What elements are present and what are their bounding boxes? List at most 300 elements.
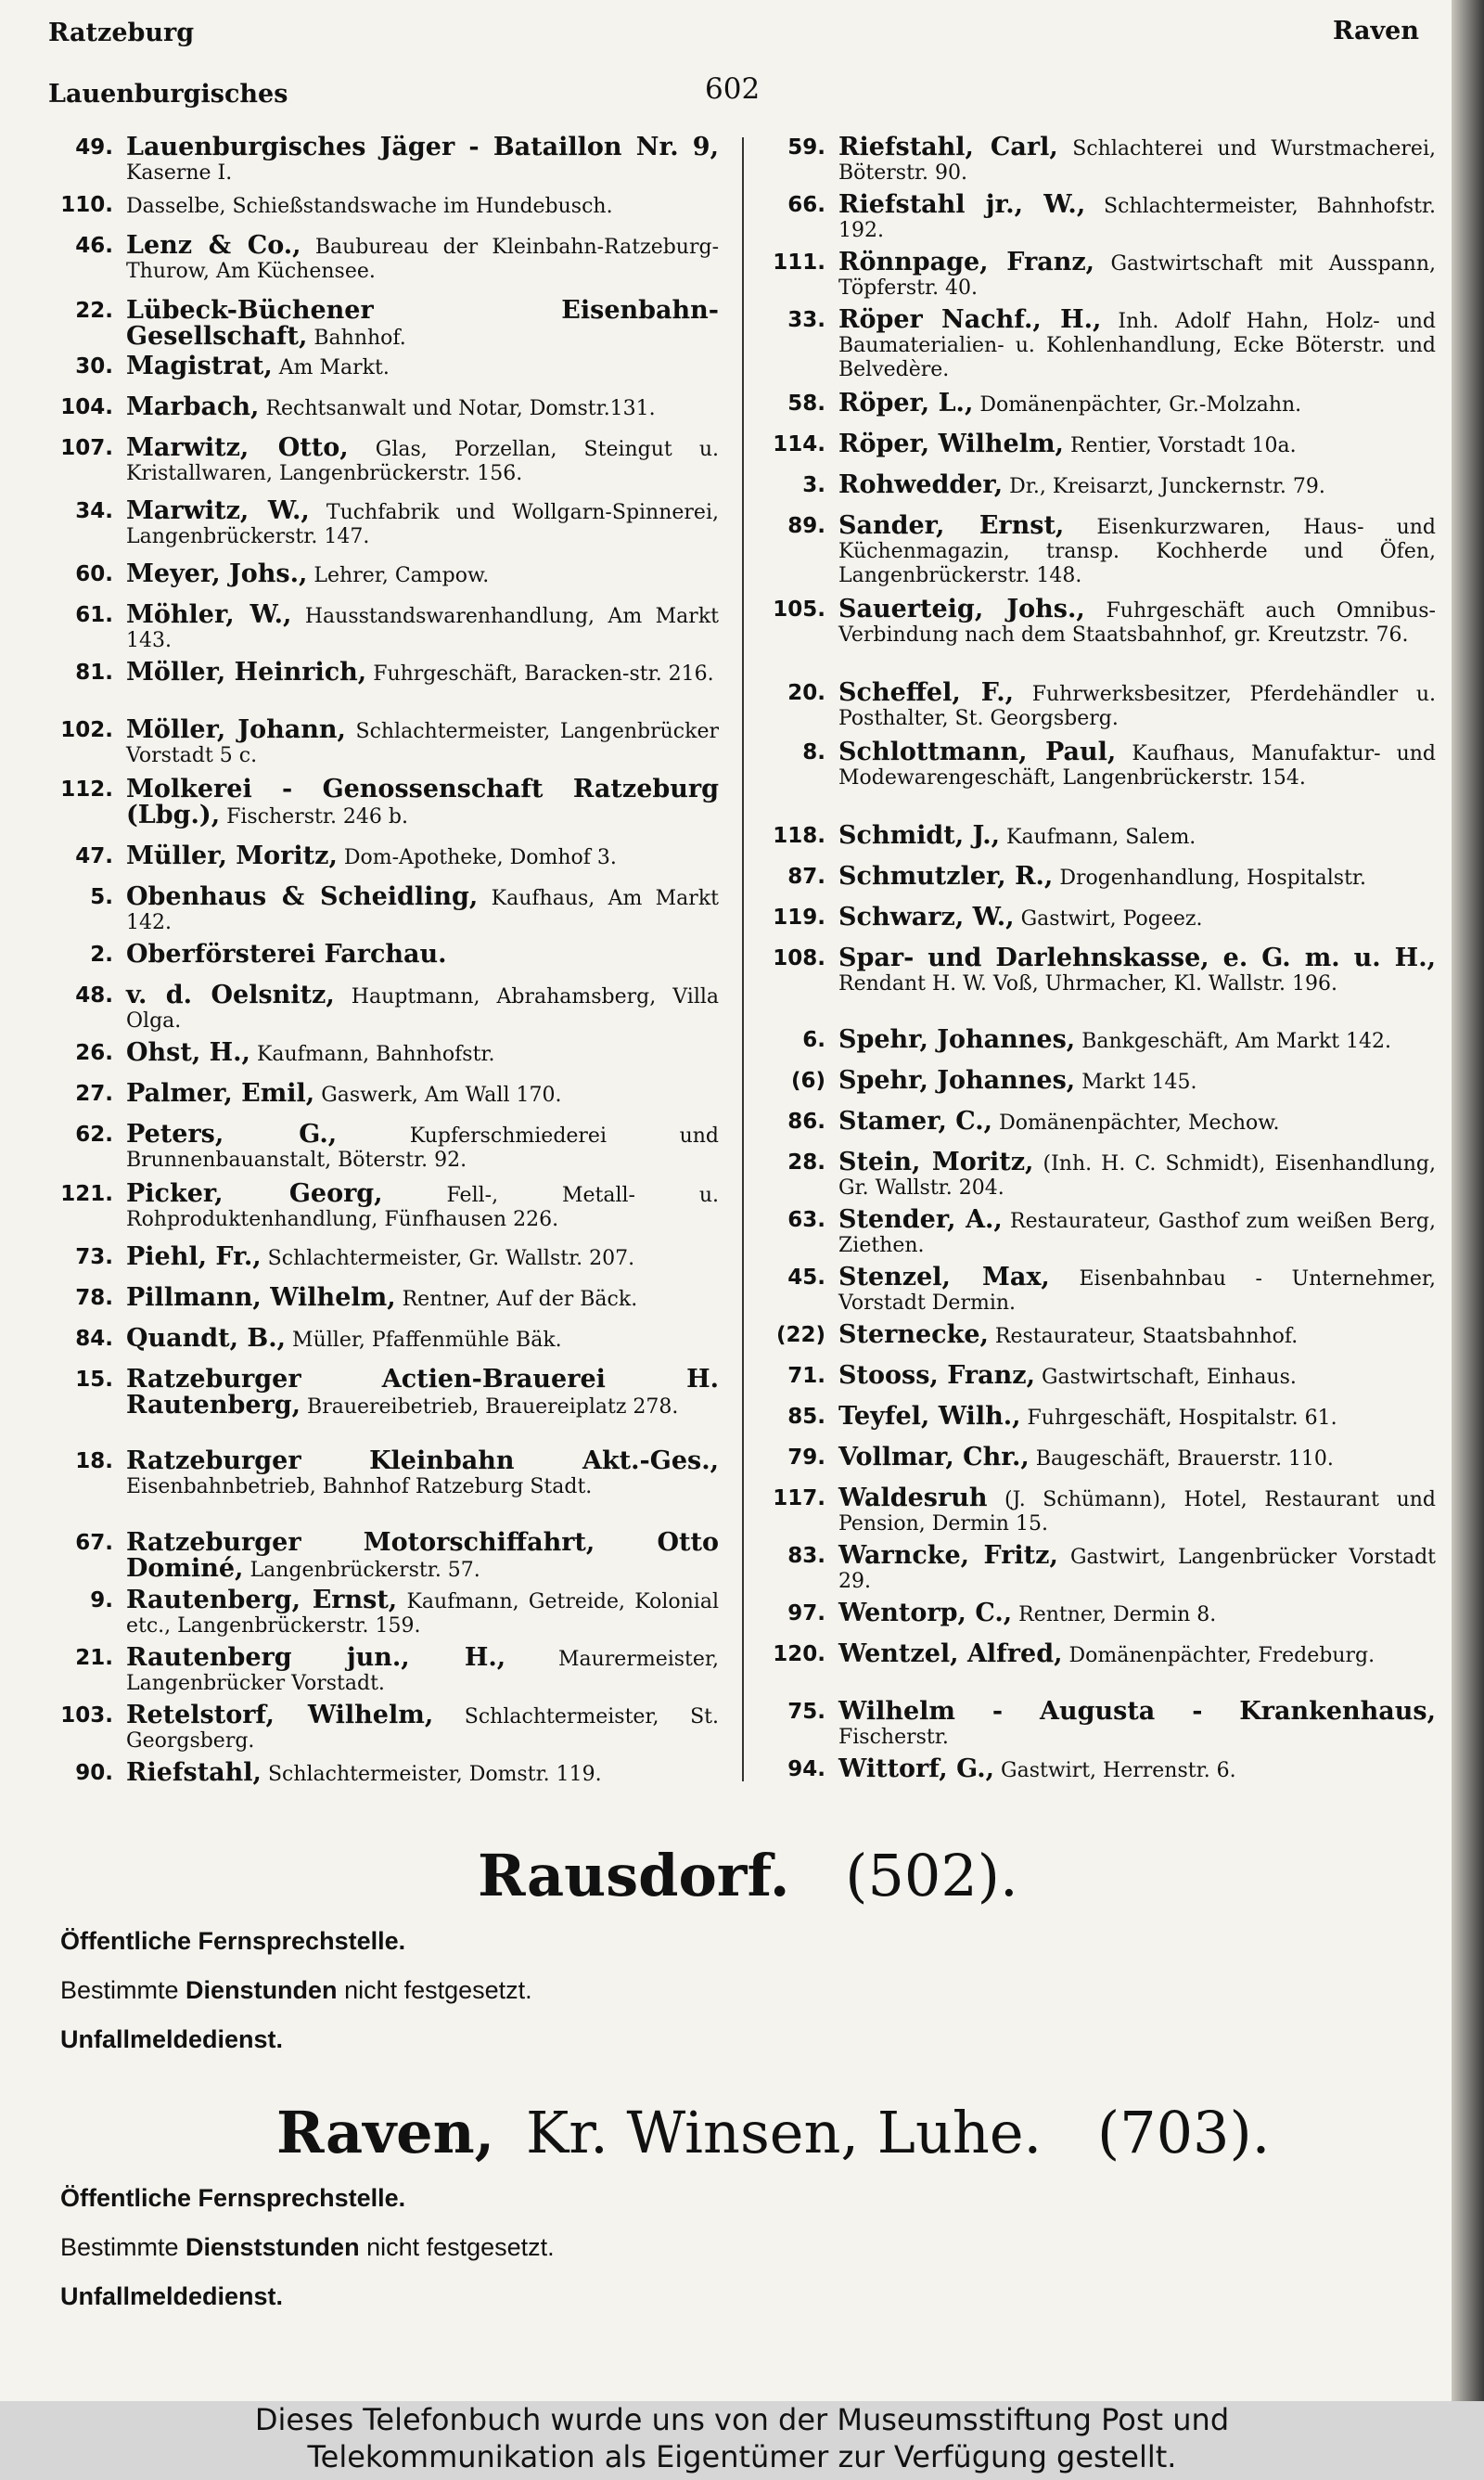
entry-number: 26. [75, 1041, 113, 1065]
entry-name: Obenhaus & Scheidling, [126, 882, 479, 911]
entry-description: Müller, Pfaffenmühle Bäk. [292, 1329, 562, 1352]
entry-number: 15. [75, 1368, 113, 1392]
entry-name: Riefstahl, Carl, [838, 133, 1058, 161]
entry-description: Schlachtermeister, Langenbrücker Vorstadt 5 c. [126, 720, 719, 767]
directory-entry [46, 231, 720, 284]
directory-entry [46, 1528, 719, 1583]
entry-number: 85. [787, 1405, 825, 1429]
entry-description: Dom-Apotheke, Domhof 3. [343, 846, 617, 869]
entry-name: Wentorp, C., [838, 1599, 1013, 1627]
column-divider [742, 137, 744, 1781]
footer-notice [0, 2401, 1484, 2480]
entry-name: Marwitz, Otto, [126, 433, 349, 462]
entry-text [126, 433, 719, 486]
directory-entry [46, 354, 719, 380]
directory-entry [759, 511, 1436, 588]
entry-number: 110. [60, 193, 113, 217]
entry-name: Möller, Heinrich, [126, 658, 367, 687]
entry-number: 48. [75, 983, 113, 1008]
entry-text [838, 1025, 1436, 1054]
directory-entry [46, 983, 719, 1034]
entry-text [838, 1443, 1436, 1471]
entry-description: Dr., Kreisarzt, Junckernstr. 79. [1009, 475, 1325, 498]
entry-text [838, 1402, 1436, 1431]
entry-number: 63. [787, 1208, 825, 1232]
entry-name: Ratzeburger Actien-Brauerei H. Rautenberg, [126, 1365, 719, 1420]
directory-entry [759, 740, 1436, 790]
entry-description: Rendant H. W. Voß, Uhrmacher, Kl. Wallstr. 196. [838, 972, 1338, 996]
entry-name: Rautenberg jun., H., [126, 1643, 506, 1672]
entry-description: Drogenhandlung, Hospitalstr. [1059, 867, 1367, 890]
entry-text [838, 389, 1436, 418]
entry-name: Möller, Johann, [126, 715, 346, 744]
entry-text [838, 190, 1437, 243]
entry-text [838, 946, 1436, 996]
directory-entry [46, 1079, 719, 1108]
entry-text [838, 1205, 1436, 1258]
entry-description: Rechtsanwalt und Notar, Domstr.131. [265, 397, 656, 420]
directory-entry [759, 946, 1436, 996]
directory-entry [46, 559, 719, 588]
entry-text [126, 1120, 720, 1173]
running-head-right: Raven [1332, 17, 1419, 45]
entry-text [838, 1066, 1436, 1095]
directory-entry [46, 1242, 719, 1271]
entry-description: Eisenkurzwaren, Haus- und Küchenmagazin, transp. Kochherde und Öfen, Langenbrückerstr. 148. [838, 516, 1436, 587]
entry-text [126, 600, 719, 653]
directory-entry [46, 193, 719, 219]
entry-name: Schwarz, W., [838, 903, 1015, 932]
entry-number: 6. [802, 1028, 825, 1052]
entry-number: 71. [787, 1364, 825, 1388]
entry-text [126, 1758, 719, 1787]
entry-number: 67. [75, 1531, 113, 1555]
entry-description: Gastwirt, Pogeez. [1020, 907, 1203, 931]
entry-text [838, 1697, 1436, 1750]
entry-description: Gastwirtschaft, Einhaus. [1041, 1366, 1297, 1389]
directory-entry [46, 715, 719, 768]
raven-sub: Kr. Winsen, Luhe. [525, 2099, 1043, 2166]
entry-name: Quandt, B., [126, 1324, 287, 1353]
directory-entry [46, 1703, 719, 1754]
entry-text [126, 1643, 719, 1696]
entry-text [838, 821, 1436, 850]
entry-name: Stamer, C., [838, 1107, 993, 1136]
entry-text [838, 1639, 1436, 1668]
directory-entry [46, 1324, 719, 1353]
entry-description: Schlachtermeister, Bahnhofstr. 192. [838, 195, 1437, 242]
entry-text [126, 1038, 719, 1067]
entry-description: Schlachterei und Wurstmacherei, Böterstr. 90. [838, 137, 1436, 185]
entry-description: Rentner, Dermin 8. [1018, 1603, 1217, 1626]
running-head-town: Ratzeburg [48, 19, 195, 47]
entry-name: Spehr, Johannes, [838, 1066, 1076, 1095]
entry-description: Domänenpächter, Fredeburg. [1068, 1644, 1375, 1667]
rausdorf-line2-a: Bestimmte [60, 1976, 179, 2004]
entry-description: Eisenbahnbau - Unternehmer, Vorstadt Dermin. [838, 1267, 1436, 1315]
entry-text [838, 432, 1436, 458]
directory-entry [759, 1320, 1436, 1349]
entry-text [126, 392, 719, 421]
entry-number: 104. [60, 395, 113, 419]
directory-entry [46, 1283, 719, 1312]
entry-description: Fell-, Metall- u. Rohproduktenhandlung, Fünfhausen 226. [126, 1184, 719, 1231]
directory-entry [759, 248, 1436, 301]
entry-name: Piehl, Fr., [126, 1242, 262, 1271]
directory-entry [46, 1365, 719, 1420]
entry-text [838, 595, 1436, 648]
entry-name: Ohst, H., [126, 1038, 250, 1067]
entry-text [126, 559, 719, 588]
page-number: 602 [705, 72, 761, 106]
entry-description: Fuhrgeschäft, Baracken-str. 216. [373, 662, 714, 686]
raven-line1: Öffentliche Fernsprechstelle. [60, 2184, 406, 2212]
directory-entry [759, 305, 1437, 382]
entry-description: Domänenpächter, Mechow. [999, 1112, 1280, 1135]
directory-entry [46, 658, 719, 687]
directory-entry [46, 433, 719, 486]
entry-text [126, 296, 719, 351]
entry-name: Stein, Moritz, [838, 1148, 1034, 1176]
entry-text [126, 1179, 719, 1232]
directory-entry [46, 1179, 719, 1232]
entry-description: Kaufhaus, Manufaktur- und Modewarengeschäft, Langenbrückerstr. 154. [838, 742, 1436, 790]
raven-title [276, 2099, 1270, 2166]
entry-description: Hausstandswarenhandlung, Am Markt 143. [126, 605, 719, 652]
entry-name: Spar- und Darlehnskasse, e. G. m. u. H., [838, 944, 1436, 972]
directory-entry [46, 600, 719, 653]
directory-entry [46, 392, 719, 421]
entry-number: 84. [75, 1327, 113, 1351]
entry-text [838, 1361, 1436, 1390]
directory-entry [759, 1639, 1436, 1668]
entry-number: 73. [75, 1245, 113, 1269]
entry-number: 28. [787, 1150, 825, 1175]
directory-entry [759, 1402, 1436, 1431]
entry-description: Langenbrückerstr. 57. [249, 1559, 480, 1582]
entry-number: 59. [787, 135, 825, 160]
entry-text [126, 354, 719, 380]
entry-text [838, 1754, 1436, 1783]
directory-entry [759, 389, 1436, 418]
directory-entry [46, 940, 719, 969]
entry-description: Bahnhof. [313, 327, 406, 350]
entry-text [126, 777, 719, 829]
entry-number: 103. [60, 1703, 113, 1728]
rausdorf-line3: Unfallmeldedienst. [60, 2025, 284, 2053]
entry-name: Röper Nachf., H., [838, 305, 1102, 334]
entry-number: 114. [773, 432, 825, 456]
entry-name: Ratzeburger Motorschiffahrt, Otto Dominé, [126, 1528, 719, 1583]
entry-description: Eisenbahnbetrieb, Bahnhof Ratzeburg Stadt. [126, 1475, 593, 1498]
entry-text [838, 1263, 1436, 1316]
entry-name: Oberförsterei Farchau. [126, 940, 447, 969]
directory-entry [46, 844, 719, 870]
entry-name: Rautenberg, Ernst, [126, 1586, 398, 1614]
entry-description: Kaufmann, Salem. [1006, 826, 1196, 849]
entry-text [126, 1283, 719, 1312]
entry-number: 66. [787, 193, 825, 217]
directory-entry [759, 1066, 1436, 1095]
raven-line2-b: Dienststunden [186, 2233, 360, 2261]
directory-entry [46, 135, 719, 186]
directory-entry [759, 1486, 1436, 1536]
entry-text [838, 1150, 1436, 1201]
entry-name: Sauerteig, Johs., [838, 595, 1085, 623]
directory-entry [759, 1150, 1436, 1201]
directory-entry [759, 432, 1436, 458]
entry-description: Restaurateur, Staatsbahnhof. [994, 1325, 1298, 1348]
entry-description: Domänenpächter, Gr.-Molzahn. [979, 393, 1302, 417]
entry-text [126, 715, 719, 768]
entry-name: Lauenburgisches Jäger - Bataillon Nr. 9, [126, 133, 719, 161]
entry-name: Röper, L., [838, 389, 974, 418]
entry-number: 86. [787, 1110, 825, 1134]
entry-name: Spehr, Johannes, [838, 1025, 1076, 1054]
entry-name: Marbach, [126, 392, 260, 421]
entry-description: Fuhrgeschäft, Hospitalstr. 61. [1027, 1407, 1337, 1430]
entry-name: Wittorf, G., [838, 1754, 994, 1783]
entry-number: 3. [802, 473, 825, 497]
rausdorf-line2-b: Dienstunden [186, 1976, 338, 2004]
entry-description: Hauptmann, Abrahamsberg, Villa Olga. [126, 985, 720, 1033]
entry-number: 121. [60, 1182, 113, 1206]
entry-name: Schmidt, J., [838, 821, 1001, 850]
entry-number: 33. [787, 308, 825, 332]
entry-number: 118. [773, 824, 825, 848]
directory-entry [759, 1697, 1436, 1750]
directory-entry [759, 1541, 1436, 1594]
entry-text [126, 1703, 719, 1754]
entry-description: Gaswerk, Am Wall 170. [321, 1084, 562, 1107]
entry-description: Lehrer, Campow. [313, 564, 490, 587]
directory-entry [759, 1263, 1436, 1316]
entry-name: Scheffel, F., [838, 678, 1015, 707]
entry-text [126, 844, 719, 870]
entry-number: 78. [75, 1286, 113, 1310]
entry-description: Tuchfabrik und Wollgarn-Spinnerei, Langenbrückerstr. 147. [126, 501, 719, 548]
directory-entry [759, 1361, 1436, 1390]
entry-name: Molkerei - Genossenschaft Ratzeburg (Lbg.), [126, 775, 719, 829]
page-edge-shadow [1452, 0, 1484, 2403]
directory-entry [759, 1754, 1436, 1783]
directory-entry [46, 882, 719, 935]
directory-entry [46, 1446, 719, 1499]
entry-number: 62. [75, 1123, 113, 1147]
entry-number: 47. [75, 844, 113, 868]
entry-name: Vollmar, Chr., [838, 1443, 1030, 1471]
directory-entry [46, 1038, 719, 1067]
entry-text [126, 940, 719, 969]
directory-entry [46, 1588, 719, 1638]
entry-text [838, 248, 1436, 301]
entry-text [838, 305, 1437, 382]
entry-text [838, 1601, 1436, 1627]
raven-code: (703). [1096, 2099, 1271, 2166]
entry-number: 58. [787, 392, 825, 416]
entry-number: 21. [75, 1646, 113, 1670]
entry-number: 2. [90, 943, 113, 967]
entry-description: Rentier, Vorstadt 10a. [1069, 434, 1297, 457]
entry-description: Am Markt. [278, 356, 390, 379]
raven-line2 [60, 2233, 555, 2262]
entry-description: Kaufmann, Bahnhofstr. [256, 1043, 495, 1066]
entry-description: Rentner, Auf der Bäck. [402, 1288, 638, 1311]
directory-entry [759, 1025, 1436, 1054]
entry-name: Schlottmann, Paul, [838, 738, 1117, 766]
entry-name: Magistrat, [126, 352, 273, 380]
rausdorf-line2-c: nicht festgesetzt. [344, 1976, 532, 2004]
entry-text [126, 1079, 719, 1108]
entry-text [126, 1324, 719, 1353]
entry-number: 61. [75, 603, 113, 627]
entry-text [838, 511, 1436, 588]
entry-number: 108. [773, 946, 825, 970]
entry-name: Sternecke, [838, 1320, 989, 1349]
entry-number: 89. [787, 514, 825, 538]
rausdorf-code: (502). [845, 1842, 1018, 1909]
entry-text [126, 231, 720, 284]
directory-entry [759, 862, 1436, 891]
entry-text [126, 193, 719, 219]
entry-number: 5. [90, 885, 113, 909]
entry-number: (22) [775, 1323, 825, 1347]
entry-name: Meyer, Johs., [126, 559, 308, 588]
entry-description: Dasselbe, Schießstandswache im Hundebusch. [126, 195, 613, 218]
entry-number: 20. [787, 681, 825, 705]
rausdorf-name: Rausdorf. [478, 1842, 790, 1909]
entry-number: 120. [773, 1642, 825, 1666]
entry-name: Ratzeburger Kleinbahn Akt.-Ges., [126, 1446, 719, 1475]
entry-name: Lenz & Co., [126, 231, 301, 260]
entry-description: Kaserne I. [126, 161, 233, 185]
entry-text [838, 1541, 1436, 1594]
entry-number: 8. [802, 740, 825, 765]
entry-description: Restaurateur, Gasthof zum weißen Berg, Ziethen. [838, 1210, 1436, 1257]
entry-description: (Inh. H. C. Schmidt), Eisenhandlung, Gr. Wallstr. 204. [838, 1152, 1437, 1200]
entry-text [838, 1486, 1436, 1536]
entry-name: Röper, Wilhelm, [838, 430, 1064, 458]
directory-entry [46, 1643, 719, 1696]
directory-entry [759, 678, 1437, 731]
entry-description: Inh. Adolf Hahn, Holz- und Baumaterialien- u. Kohlenhandlung, Ecke Böterstr. und Belvedère. [838, 310, 1437, 381]
directory-entry [46, 496, 719, 549]
entry-name: Peters, G., [126, 1120, 338, 1149]
directory-entry [759, 1443, 1436, 1471]
entry-name: Teyfel, Wilh., [838, 1402, 1021, 1431]
entry-text [126, 983, 719, 1034]
entry-text [126, 882, 719, 935]
entry-name: Möhler, W., [126, 600, 292, 629]
entry-text [126, 496, 719, 549]
entry-number: 75. [787, 1700, 825, 1724]
entry-number: 60. [75, 562, 113, 586]
entry-name: Rohwedder, [838, 470, 1004, 499]
entry-name: Wilhelm - Augusta - Krankenhaus, [838, 1697, 1436, 1726]
entry-number: 79. [787, 1446, 825, 1470]
entry-text [126, 1528, 719, 1583]
entry-number: 46. [75, 234, 113, 258]
directory-entry [759, 903, 1436, 932]
entry-number: 105. [773, 598, 825, 622]
entry-description: Glas, Porzellan, Steingut u. Kristallwaren, Langenbrückerstr. 156. [126, 438, 719, 485]
directory-entry [759, 1601, 1436, 1627]
entry-name: Riefstahl jr., W., [838, 190, 1086, 219]
running-head-district: Lauenburgisches [48, 80, 288, 109]
entry-description: Kupferschmiederei und Brunnenbauanstalt, Böterstr. 92. [126, 1124, 720, 1172]
entry-name: Marwitz, W., [126, 496, 310, 525]
entry-number: 9. [90, 1588, 113, 1613]
entry-name: Warncke, Fritz, [838, 1541, 1058, 1570]
directory-entry [46, 777, 719, 829]
directory-entry [46, 1120, 720, 1173]
entry-description: Fischerstr. [838, 1726, 949, 1749]
entry-text [838, 862, 1436, 891]
entry-number: 90. [75, 1761, 113, 1785]
directory-entry [46, 296, 719, 351]
entry-name: Sander, Ernst, [838, 511, 1065, 540]
entry-number: 107. [60, 436, 113, 460]
entry-text [126, 1365, 719, 1420]
entry-name: Müller, Moritz, [126, 842, 338, 870]
entry-description: Gastwirt, Langenbrücker Vorstadt 29. [838, 1546, 1436, 1593]
entry-number: 112. [60, 777, 113, 802]
entry-number: 49. [75, 135, 113, 160]
entry-text [838, 470, 1436, 499]
entry-number: 30. [75, 354, 113, 379]
entry-text [838, 903, 1436, 932]
entry-description: Baubureau der Kleinbahn-Ratzeburg-Thurow, Am Küchensee. [126, 236, 720, 283]
entry-text [126, 658, 719, 687]
raven-line2-c: nicht festgesetzt. [366, 2233, 555, 2261]
entry-text [838, 1107, 1436, 1136]
entry-number: 111. [773, 251, 825, 275]
entry-description: Markt 145. [1081, 1071, 1197, 1094]
directory-entry [759, 135, 1436, 186]
directory-entry [759, 1107, 1436, 1136]
entry-name: Rönnpage, Franz, [838, 248, 1095, 276]
entry-description: Schlachtermeister, St. Georgsberg. [126, 1705, 719, 1753]
entry-number: 117. [773, 1486, 825, 1510]
entry-description: (J. Schümann), Hotel, Restaurant und Pension, Dermin 15. [838, 1488, 1436, 1536]
entry-text [838, 740, 1436, 790]
entry-name: Stender, A., [838, 1205, 1003, 1234]
entry-number: 94. [787, 1757, 825, 1781]
footer-line2: Telekommunikation als Eigentümer zur Verfügung gestellt. [307, 2439, 1177, 2474]
entry-description: Maurermeister, Langenbrücker Vorstadt. [126, 1648, 719, 1695]
entry-text [126, 135, 719, 186]
entry-number: 83. [787, 1544, 825, 1568]
directory-entry [759, 821, 1436, 850]
entry-description: Kaufhaus, Am Markt 142. [126, 887, 719, 934]
entry-name: Picker, Georg, [126, 1179, 383, 1208]
rausdorf-line2 [60, 1976, 532, 2005]
directory-entry [759, 1205, 1436, 1258]
raven-line3: Unfallmeldedienst. [60, 2282, 284, 2310]
directory-entry [46, 1758, 719, 1787]
entry-description: Gastwirt, Herrenstr. 6. [1001, 1759, 1236, 1782]
directory-entry [759, 190, 1437, 243]
entry-name: Wentzel, Alfred, [838, 1639, 1063, 1668]
directory-entry [759, 595, 1436, 648]
entry-text [126, 1446, 719, 1499]
entry-name: Schmutzler, R., [838, 862, 1054, 891]
entry-number: 102. [60, 718, 113, 742]
entry-description: Fuhrgeschäft auch Omnibus-Verbindung nach dem Staatsbahnhof, gr. Kreutzstr. 76. [838, 599, 1436, 647]
entry-name: Waldesruh [838, 1484, 988, 1512]
entry-name: Lübeck-Büchener Eisenbahn-Gesellschaft, [126, 296, 719, 351]
entry-number: (6) [790, 1069, 825, 1093]
